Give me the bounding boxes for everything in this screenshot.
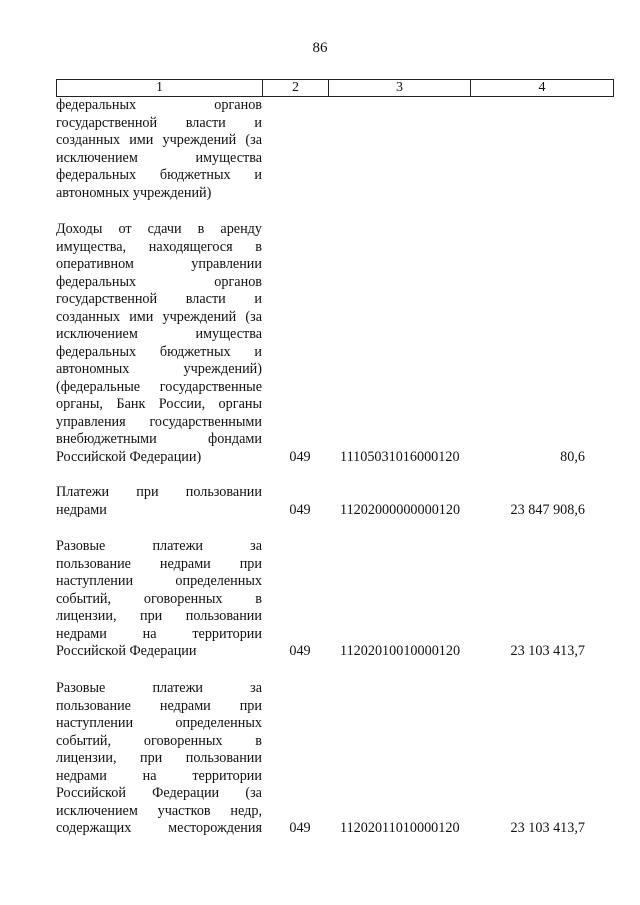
description-line: внебюджетными фондами	[56, 431, 262, 447]
description-line: управления государственными	[56, 413, 262, 430]
row-description	[56, 221, 262, 466]
row-code: 049	[289, 501, 311, 518]
description-line: федеральных органов	[56, 273, 262, 290]
column-header-table	[56, 79, 614, 97]
row-kbk: 11105031016000120	[340, 448, 460, 465]
description-line: пользование недрами при	[56, 697, 262, 714]
description-line: наступлении определенных	[56, 715, 262, 731]
description-line: оперативном управлении	[56, 256, 262, 272]
column-header-1: 1	[57, 80, 263, 97]
description-line: государственной власти и	[56, 291, 262, 307]
column-header-2: 2	[263, 80, 329, 97]
row-code: 049	[289, 643, 311, 659]
row-amount: 23 847 908,6	[510, 501, 585, 518]
description-line: событий, оговоренных в	[56, 732, 262, 749]
description-line: лицензии, при пользовании	[56, 608, 262, 624]
description-line: (федеральные государственные	[56, 378, 262, 395]
description-line: автономных учреждений)	[56, 361, 262, 377]
description-line: федеральных бюджетных и	[56, 343, 262, 360]
description-line: Разовые платежи за	[56, 538, 262, 554]
row-description	[56, 97, 262, 202]
row-description	[56, 538, 262, 661]
column-header-row	[57, 80, 614, 97]
description-line: созданных ими учреждений (за	[56, 132, 262, 148]
row-amount: 80,6	[560, 448, 585, 465]
description-line: пользование недрами при	[56, 555, 262, 572]
description-line: событий, оговоренных в	[56, 590, 262, 607]
description-line: исключением имущества	[56, 149, 262, 166]
description-line: Доходы от сдачи в аренду	[56, 221, 262, 237]
description-line: содержащих месторождения	[56, 820, 262, 836]
row-kbk: 11202011010000120	[340, 820, 460, 836]
description-line: недрами на территории	[56, 767, 262, 784]
description-line: Российской Федерации	[56, 643, 197, 659]
description-line: федеральных органов	[56, 97, 262, 113]
column-header-3: 3	[329, 80, 471, 97]
row-description	[56, 484, 262, 519]
description-line: недрами на территории	[56, 625, 262, 642]
description-line: автономных учреждений)	[56, 184, 212, 201]
row-amount: 23 103 413,7	[510, 643, 585, 659]
description-line: лицензии, при пользовании	[56, 750, 262, 766]
description-line: Разовые платежи за	[56, 680, 262, 696]
column-header-4: 4	[471, 80, 614, 97]
page-number: 86	[312, 40, 328, 56]
description-line: наступлении определенных	[56, 573, 262, 589]
description-line: Российской Федерации (за	[56, 785, 262, 801]
description-line: недрами	[56, 501, 107, 518]
row-code: 049	[289, 820, 311, 836]
description-line: Платежи при пользовании	[56, 484, 262, 500]
description-line: исключением имущества	[56, 326, 262, 342]
row-kbk: 11202000000000120	[340, 501, 461, 518]
row-kbk: 11202010010000120	[340, 643, 461, 659]
row-code: 049	[289, 448, 311, 465]
description-line: Российской Федерации)	[56, 448, 202, 465]
description-line: исключением участков недр,	[56, 802, 262, 819]
description-line: органы, Банк России, органы	[56, 396, 262, 412]
description-line: государственной власти и	[56, 114, 262, 131]
description-line: федеральных бюджетных и	[56, 167, 262, 183]
description-line: имущества, находящегося в	[56, 238, 262, 255]
row-description	[56, 680, 262, 838]
row-amount: 23 103 413,7	[510, 820, 585, 836]
description-line: созданных ими учреждений (за	[56, 308, 262, 325]
